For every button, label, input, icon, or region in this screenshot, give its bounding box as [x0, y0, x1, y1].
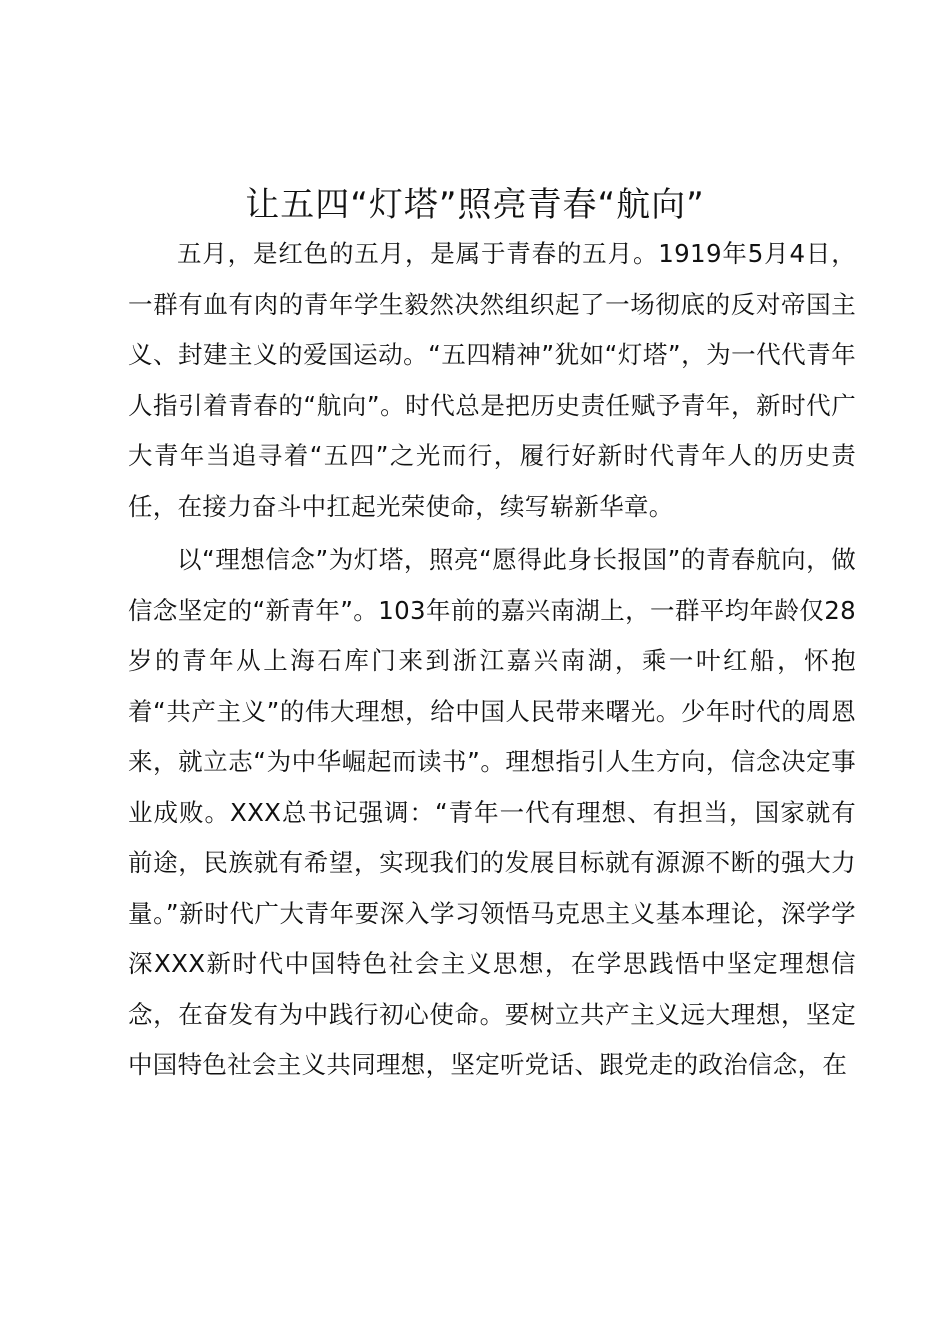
paragraph-1: 五月，是红色的五月，是属于青春的五月。1919年5月4日，一群有血有肉的青年学生毅然决然组织起了一场彻底的反对帝国主义、封建主义的爱国运动。“五四精神”犹如“灯塔”，为一代代青年人指引着青春的“航向”。时代总是把历史责任赋予青年，新时代广大青年当追寻着“五四”之光而行，履行好新时代青年人的历史责任，在接力奋斗中扛起光荣使命，续写崭新华章。 — [128, 239, 856, 521]
paragraph-2: 以“理想信念”为灯塔，照亮“愿得此身长报国”的青春航向，做信念坚定的“新青年”。103年前的嘉兴南湖上，一群平均年龄仅28岁的青年从上海石库门来到浙江嘉兴南湖，乘一叶红船，怀抱着“共产主义”的伟大理想，给中国人民带来曙光。少年时代的周恩来，就立志“为中华崛起而读书”。理想指引人生方向，信念决定事业成败。XXX总书记强调：“青年一代有理想、有担当，国家就有前途，民族就有希望，实现我们的发展目标就有源源不断的强大力量。”新时代广大青年要深入学习领悟马克思主义基本理论，深学学深XXX新时代中国特色社会主义思想，在学思践悟中坚定理想信念，在奋发有为中践行初心使命。要树立共产主义远大理想，坚定中国特色社会主义共同理想，坚定听党话、跟党走的政治信念，在 — [128, 545, 856, 1079]
document-body — [128, 229, 856, 1094]
document-title: 让五四“灯塔”照亮青春“航向” — [245, 185, 705, 225]
